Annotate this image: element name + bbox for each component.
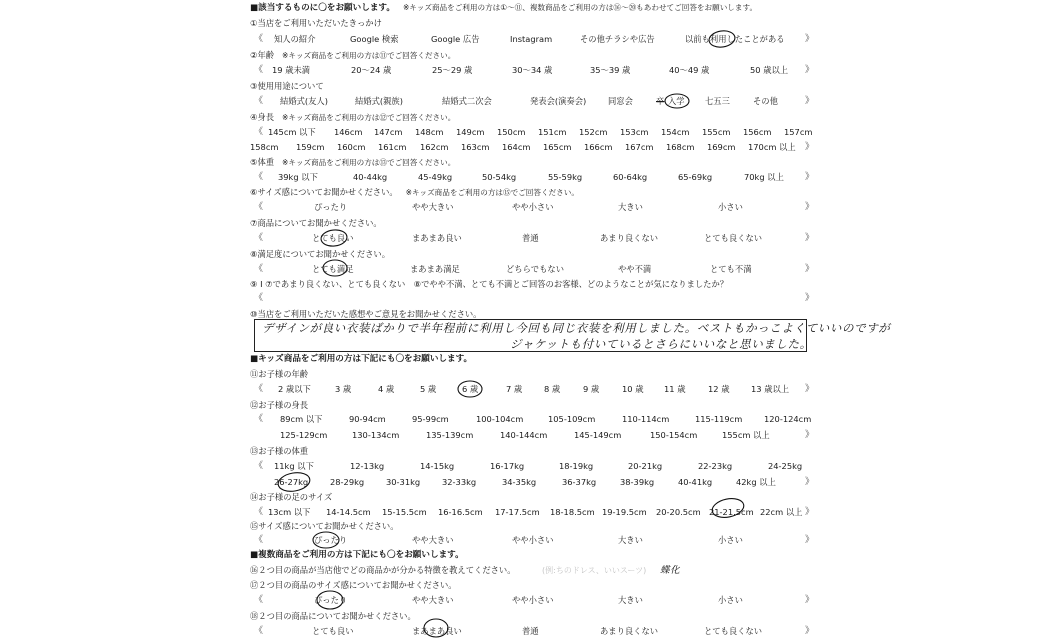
bracket-close: 》: [805, 477, 815, 487]
q12-option[interactable]: 140-144cm: [500, 430, 548, 440]
q1-label: ①当店をご利用いただいたきっかけ: [250, 18, 382, 28]
q3-option[interactable]: 結婚式二次会: [442, 96, 492, 106]
q4-option[interactable]: 170cm 以上: [748, 142, 796, 152]
q3-option[interactable]: 結婚式(友人): [280, 96, 328, 106]
q5-label: ⑤体重 ※キッズ商品をご利用の方は⑬でご回答ください。: [250, 157, 456, 167]
q7-option[interactable]: とても良くない: [704, 233, 763, 243]
bracket-close: 》: [805, 96, 815, 106]
multi-section-heading: ■複数商品をご利用の方は下記にも〇をお願いします。: [250, 550, 464, 560]
q12-option[interactable]: 125-129cm: [280, 430, 328, 440]
q4-option[interactable]: 153cm: [620, 127, 649, 137]
q14-option[interactable]: 18-18.5cm: [550, 507, 595, 517]
q7-option[interactable]: 普通: [522, 233, 539, 243]
q11-option[interactable]: 13 歳以上: [751, 384, 790, 394]
q14-option[interactable]: 15-15.5cm: [382, 507, 427, 517]
bracket-close: 》: [805, 233, 815, 243]
q18-option[interactable]: とても良くない: [704, 626, 763, 636]
q5-option[interactable]: 50-54kg: [482, 172, 517, 182]
q2-option[interactable]: 25〜29 歳: [432, 65, 473, 75]
handwritten-comment-line2: ジャケットも付いているとさらにいいなと思いました。: [510, 337, 812, 351]
q5-option[interactable]: 55-59kg: [548, 172, 583, 182]
q5-option[interactable]: 65-69kg: [678, 172, 713, 182]
kids-section-heading: ■キッズ商品をご利用の方は下記にも〇をお願いします。: [250, 354, 473, 364]
q4-option[interactable]: 167cm: [625, 142, 654, 152]
q6-option[interactable]: やや大きい: [412, 202, 454, 212]
q9-label: ⑨ I ⑦であまり良くない、とても良くない ⑧でやや不満、とても不満とご回答のお客様、どのようなことが気になりましたか？: [250, 279, 729, 289]
q14-option[interactable]: 14-14.5cm: [326, 507, 371, 517]
handwritten-comment-line1: デザインが良い衣装ばかりで半年程前に利用し今回も同じ衣装を利用しました。ベストもかっこよくていいのですが: [262, 321, 891, 335]
bracket-close: 》: [805, 34, 815, 44]
q10-label: ⑩当店をご利用いただいた感想やご意見をお聞かせください。: [250, 309, 482, 319]
q11-option[interactable]: 3 歳: [335, 384, 352, 394]
q13-option[interactable]: 38-39kg: [620, 477, 655, 487]
q13-option[interactable]: 28-29kg: [330, 477, 365, 487]
q8-option[interactable]: まあまあ満足: [410, 264, 460, 274]
q13-option[interactable]: 24-25kg: [768, 461, 803, 471]
q15-option[interactable]: やや小さい: [512, 535, 554, 545]
q2-option[interactable]: 40〜49 歳: [669, 65, 710, 75]
q13-label: ⑬お子様の体重: [250, 446, 309, 456]
q13-option[interactable]: 14-15kg: [420, 461, 455, 471]
q1-option[interactable]: その他チラシや広告: [580, 34, 655, 44]
q4-option[interactable]: 147cm: [374, 127, 403, 137]
q17-label: ⑰２つ目の商品のサイズ感についてお聞かせください。: [250, 580, 457, 590]
q3-option[interactable]: 同窓会: [608, 96, 633, 106]
bracket-close: 》: [805, 142, 815, 152]
q11-option-selected[interactable]: 6 歳: [462, 384, 479, 394]
q13-option[interactable]: 36-37kg: [562, 477, 597, 487]
q4-option[interactable]: 161cm: [378, 142, 407, 152]
q12-option[interactable]: 130-134cm: [352, 430, 400, 440]
q15-option[interactable]: 大きい: [618, 535, 643, 545]
q16-handwritten-answer: 蝶化: [660, 565, 681, 576]
q17-option-selected[interactable]: ぴったり: [314, 595, 348, 605]
bracket-open: 《: [254, 461, 264, 471]
q16-placeholder: (例:ちのドレス、いいスーツ): [542, 566, 647, 575]
q5-option[interactable]: 60-64kg: [613, 172, 648, 182]
q13-option[interactable]: 20-21kg: [628, 461, 663, 471]
q5-option[interactable]: 39kg 以下: [278, 172, 318, 182]
q14-option[interactable]: 20-20.5cm: [656, 507, 701, 517]
q6-option[interactable]: やや小さい: [512, 202, 554, 212]
q13-option[interactable]: 32-33kg: [442, 477, 477, 487]
q18-option[interactable]: 普通: [522, 626, 539, 636]
q16-label: ⑯２つ目の商品が当店他でどの商品かが分かる特徴を教えてください。: [250, 565, 516, 575]
q17-option[interactable]: やや小さい: [512, 595, 554, 605]
q12-option[interactable]: 150-154cm: [650, 430, 698, 440]
q4-option[interactable]: 150cm: [497, 127, 526, 137]
bracket-close: 》: [805, 535, 815, 545]
q11-option[interactable]: 9 歳: [583, 384, 600, 394]
bracket-open: 《: [254, 507, 264, 517]
q3-struck-option: 卒: [656, 96, 665, 106]
q2-option[interactable]: 19 歳未満: [272, 65, 311, 75]
q14-option[interactable]: 22cm 以上: [760, 507, 803, 517]
q4-option[interactable]: 160cm: [337, 142, 366, 152]
q12-option[interactable]: 100-104cm: [476, 414, 524, 424]
q4-option[interactable]: 165cm: [543, 142, 572, 152]
q12-option[interactable]: 110-114cm: [622, 414, 670, 424]
q12-option[interactable]: 135-139cm: [426, 430, 474, 440]
q3-option[interactable]: その他: [753, 96, 778, 106]
q2-option[interactable]: 35〜39 歳: [590, 65, 631, 75]
q5-option[interactable]: 70kg 以上: [744, 172, 784, 182]
q11-option[interactable]: 10 歳: [622, 384, 644, 394]
q12-option[interactable]: 145-149cm: [574, 430, 622, 440]
q2-option[interactable]: 20〜24 歳: [351, 65, 392, 75]
q17-option[interactable]: 小さい: [718, 595, 743, 605]
bracket-close: 》: [805, 626, 815, 636]
q8-option[interactable]: やや不満: [618, 264, 652, 274]
bracket-close: 》: [805, 172, 815, 182]
bracket-open: 《: [254, 172, 264, 182]
q15-option-selected[interactable]: ぴったり: [314, 535, 348, 545]
bracket-open: 《: [254, 384, 264, 394]
q7-label: ⑦商品についてお聞かせください。: [250, 218, 382, 228]
q17-option[interactable]: やや大きい: [412, 595, 454, 605]
q18-option[interactable]: とても良い: [312, 626, 354, 636]
q4-option[interactable]: 159cm: [296, 142, 325, 152]
q18-option[interactable]: あまり良くない: [600, 626, 659, 636]
q8-option-selected[interactable]: とても満足: [312, 264, 354, 274]
q11-option[interactable]: 4 歳: [378, 384, 395, 394]
q3-option-selected[interactable]: 入学: [668, 96, 685, 106]
q4-option[interactable]: 154cm: [661, 127, 690, 137]
q4-option[interactable]: 163cm: [461, 142, 490, 152]
q12-option[interactable]: 89cm 以下: [280, 414, 323, 424]
q7-option[interactable]: あまり良くない: [600, 233, 659, 243]
q4-option[interactable]: 149cm: [456, 127, 485, 137]
q11-option[interactable]: 8 歳: [544, 384, 561, 394]
q12-option[interactable]: 115-119cm: [695, 414, 743, 424]
q8-label: ⑧満足度についてお聞かせください。: [250, 249, 391, 259]
bracket-close: 》: [805, 264, 815, 274]
q5-option[interactable]: 40-44kg: [353, 172, 388, 182]
q4-option[interactable]: 157cm: [784, 127, 813, 137]
bracket-open: 《: [254, 65, 264, 75]
q13-option[interactable]: 18-19kg: [559, 461, 594, 471]
q11-option[interactable]: 2 歳以下: [278, 384, 311, 394]
q12-option[interactable]: 155cm 以上: [722, 430, 770, 440]
bracket-close: 》: [805, 65, 815, 75]
q6-option[interactable]: 大きい: [618, 202, 643, 212]
q14-option[interactable]: 17-17.5cm: [495, 507, 540, 517]
q8-option[interactable]: とても不満: [710, 264, 752, 274]
q14-option[interactable]: 13cm 以下: [268, 507, 311, 517]
q11-label: ⑪お子様の年齢: [250, 369, 309, 379]
q11-option[interactable]: 11 歳: [664, 384, 686, 394]
section-heading: ■該当するものに〇をお願いします。 ※キッズ商品をご利用の方は①〜⑪、複数商品をご利用の方は⑯〜⑳もあわせてご回答をお願いします。: [250, 3, 758, 13]
q3-option[interactable]: 発表会(演奏会): [530, 96, 587, 106]
q13-option[interactable]: 30-31kg: [386, 477, 421, 487]
bracket-close: 》: [805, 430, 815, 440]
q6-label: ⑥サイズ感についてお聞かせください。 ※キッズ商品をご利用の方は⑮でご回答ください。: [250, 187, 579, 197]
q12-label: ⑫お子様の身長: [250, 400, 309, 410]
q1-option[interactable]: Instagram: [510, 34, 553, 44]
q15-option[interactable]: やや大きい: [412, 535, 454, 545]
q14-option[interactable]: 19-19.5cm: [602, 507, 647, 517]
q6-option[interactable]: ぴったり: [314, 202, 348, 212]
q4-option[interactable]: 158cm: [250, 142, 279, 152]
q12-option[interactable]: 120-124cm: [764, 414, 812, 424]
q12-option[interactable]: 95-99cm: [412, 414, 449, 424]
bracket-close: 》: [805, 293, 815, 303]
q3-label: ③使用用途について: [250, 81, 324, 91]
bracket-open: 《: [254, 34, 264, 44]
q4-option[interactable]: 168cm: [666, 142, 695, 152]
q13-option[interactable]: 40-41kg: [678, 477, 713, 487]
q4-option[interactable]: 146cm: [334, 127, 363, 137]
q1-option[interactable]: Google 検索: [350, 34, 399, 44]
q1-option[interactable]: 知人の紹介: [274, 34, 316, 44]
bracket-open: 《: [254, 535, 264, 545]
bracket-open: 《: [254, 127, 264, 137]
q13-option-selected[interactable]: 26-27kg: [274, 477, 309, 487]
bracket-close: 》: [805, 507, 815, 517]
q4-option[interactable]: 152cm: [579, 127, 608, 137]
bracket-open: 《: [254, 293, 264, 303]
q4-option[interactable]: 169cm: [707, 142, 736, 152]
bracket-open: 《: [254, 626, 264, 636]
q17-option[interactable]: 大きい: [618, 595, 643, 605]
q2-option[interactable]: 50 歳以上: [750, 65, 789, 75]
q11-option[interactable]: 12 歳: [708, 384, 730, 394]
q13-option[interactable]: 22-23kg: [698, 461, 733, 471]
bracket-open: 《: [254, 595, 264, 605]
bracket-open: 《: [254, 233, 264, 243]
q15-option[interactable]: 小さい: [718, 535, 743, 545]
q2-option[interactable]: 30〜34 歳: [512, 65, 553, 75]
bracket-open: 《: [254, 96, 264, 106]
q4-option[interactable]: 155cm: [702, 127, 731, 137]
q13-option[interactable]: 16-17kg: [490, 461, 525, 471]
bracket-close: 》: [805, 202, 815, 212]
q3-option[interactable]: 七五三: [705, 96, 730, 106]
q4-option[interactable]: 145cm 以下: [268, 127, 316, 137]
bracket-open: 《: [254, 202, 264, 212]
q7-option[interactable]: まあまあ良い: [412, 233, 462, 243]
q11-option[interactable]: 7 歳: [506, 384, 523, 394]
q4-option[interactable]: 162cm: [420, 142, 449, 152]
q13-option[interactable]: 11kg 以下: [274, 461, 314, 471]
q12-option[interactable]: 90-94cm: [349, 414, 386, 424]
bracket-open: 《: [254, 264, 264, 274]
q14-option[interactable]: 16-16.5cm: [438, 507, 483, 517]
bracket-close: 》: [805, 384, 815, 394]
section-note: ※キッズ商品をご利用の方は①〜⑪、複数商品をご利用の方は⑯〜⑳もあわせてご回答をお願いします。: [402, 3, 758, 12]
q12-option[interactable]: 105-109cm: [548, 414, 596, 424]
q1-option[interactable]: Google 広告: [431, 34, 480, 44]
q4-option[interactable]: 151cm: [538, 127, 567, 137]
q18-label: ⑱２つ目の商品についてお聞かせください。: [250, 611, 416, 621]
q13-option[interactable]: 12-13kg: [350, 461, 385, 471]
q6-option[interactable]: 小さい: [718, 202, 743, 212]
q3-option[interactable]: 結婚式(親族): [355, 96, 403, 106]
q8-option[interactable]: どちらでもない: [506, 264, 564, 274]
q1-option-selected[interactable]: 以前も利用したことがある: [685, 34, 785, 44]
q14-option-selected[interactable]: 21-21.5cm: [709, 507, 754, 517]
q15-label: ⑮サイズ感についてお聞かせください。: [250, 521, 399, 531]
q4-option[interactable]: 148cm: [415, 127, 444, 137]
bracket-close: 》: [805, 595, 815, 605]
q4-label: ④身長 ※キッズ商品をご利用の方は⑫でご回答ください。: [250, 112, 456, 122]
survey-form: [250, 0, 891, 640]
q13-option[interactable]: 34-35kg: [502, 477, 537, 487]
q4-option[interactable]: 166cm: [584, 142, 613, 152]
q14-label: ⑭お子様の足のサイズ: [250, 492, 333, 502]
q5-option[interactable]: 45-49kg: [418, 172, 453, 182]
q7-option-selected[interactable]: とても良い: [312, 233, 354, 243]
q11-option[interactable]: 5 歳: [420, 384, 437, 394]
q13-option[interactable]: 42kg 以上: [736, 477, 776, 487]
q4-option[interactable]: 156cm: [743, 127, 772, 137]
q18-option-selected[interactable]: まあまあ良い: [412, 626, 462, 636]
q2-label: ②年齢 ※キッズ商品をご利用の方は⑪でご回答ください。: [250, 50, 456, 60]
bracket-open: 《: [254, 414, 264, 424]
q4-option[interactable]: 164cm: [502, 142, 531, 152]
